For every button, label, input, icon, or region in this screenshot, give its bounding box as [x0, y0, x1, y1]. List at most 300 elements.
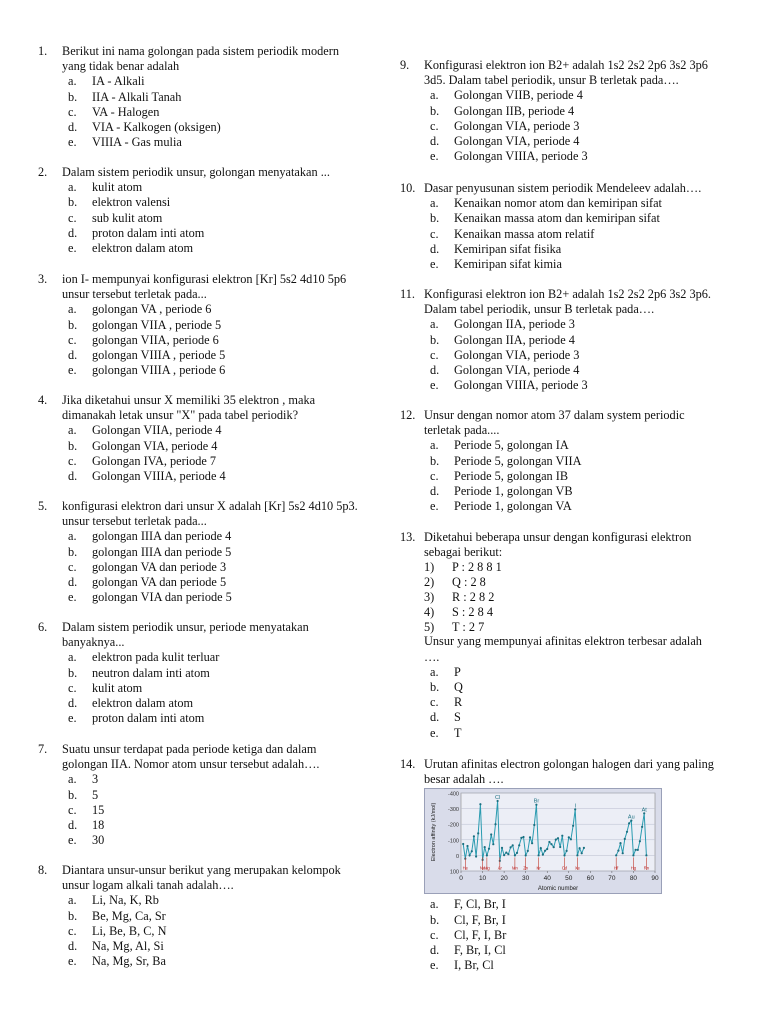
question-text: ion I- mempunyai konfigurasi elektron [Kr] 5s2 4d10 5p6 unsur tersebut terletak pada... — [62, 272, 347, 302]
x-tick-label: 10 — [478, 875, 487, 882]
answer-option-b[interactable] — [430, 211, 720, 226]
option-text: Golongan VIIIA, periode 3 — [454, 378, 588, 393]
plot-area — [461, 793, 655, 871]
option-text: 3 — [92, 772, 99, 787]
option-letter: d. — [68, 574, 78, 589]
answer-option-b[interactable] — [68, 545, 364, 560]
question-4 — [38, 393, 364, 484]
question-number: 7. — [38, 742, 48, 756]
y-tick-label: 0 — [455, 853, 459, 860]
option-text: Kemiripan sifat kimia — [454, 256, 562, 271]
answer-option-c[interactable] — [68, 803, 364, 818]
data-point — [626, 831, 628, 833]
marker-label: Kr — [536, 865, 541, 871]
option-letter: c. — [430, 347, 439, 362]
option-text: 18 — [92, 817, 105, 832]
answer-option-a[interactable] — [430, 196, 720, 211]
answer-option-d[interactable] — [430, 363, 720, 378]
data-point — [477, 832, 479, 834]
answer-option-a[interactable] — [68, 772, 364, 787]
question-5 — [38, 499, 364, 605]
option-letter: a. — [68, 180, 77, 195]
option-text: Kenaikan massa atom relatif — [454, 226, 595, 241]
answer-option-b[interactable] — [430, 104, 720, 119]
option-text: golongan VIA dan periode 5 — [92, 590, 232, 605]
question-2 — [38, 165, 364, 256]
answer-option-d[interactable] — [68, 120, 364, 135]
answer-option-a[interactable] — [68, 423, 364, 438]
option-letter: b. — [430, 103, 440, 118]
option-letter: c. — [430, 118, 439, 133]
question-text: Konfigurasi elektron ion B2+ adalah 1s2 2s2 2p6 3s2 3p6 3d5. Dalam tabel periodik, unsur B terletak pada…. — [424, 58, 708, 88]
config-number: 5) — [424, 619, 435, 634]
data-point — [544, 850, 546, 852]
question-10 — [400, 181, 720, 272]
option-letter: a. — [430, 664, 439, 679]
data-point — [486, 854, 488, 856]
option-letter: c. — [68, 332, 77, 347]
question-9 — [400, 58, 720, 164]
x-tick-label: 80 — [629, 875, 638, 882]
answer-option-e[interactable] — [430, 257, 720, 272]
option-text: I, Br, Cl — [454, 958, 494, 973]
marker-label: Ar — [497, 865, 502, 871]
answer-option-d[interactable] — [430, 242, 720, 257]
peak-label: I — [574, 803, 577, 810]
marker-label: Xe — [574, 865, 580, 871]
config-item — [424, 560, 720, 575]
config-text: T : 2 7 — [452, 619, 485, 634]
option-letter: d. — [68, 817, 78, 832]
option-letter: b. — [430, 453, 440, 468]
option-text: VA - Halogen — [92, 104, 160, 119]
data-point — [514, 854, 516, 856]
answer-option-c[interactable] — [68, 333, 364, 348]
answer-option-c[interactable] — [68, 105, 364, 120]
answer-option-e[interactable] — [68, 590, 364, 605]
answer-option-c[interactable] — [68, 924, 364, 939]
option-letter: e. — [430, 149, 439, 164]
data-point — [488, 848, 490, 850]
answer-option-c[interactable] — [430, 348, 720, 363]
answer-option-e[interactable] — [68, 954, 364, 969]
answer-option-e[interactable] — [430, 958, 720, 973]
option-letter: b. — [430, 912, 440, 927]
answer-option-b[interactable] — [430, 680, 720, 695]
option-text: 30 — [92, 833, 105, 848]
question-number: 13. — [400, 530, 416, 544]
option-text: Golongan VIIIA, periode 4 — [92, 468, 226, 483]
data-point — [516, 852, 518, 854]
y-tick-label: -400 — [447, 791, 459, 798]
option-text: Golongan IIA, periode 4 — [454, 332, 575, 347]
answer-option-b[interactable] — [68, 666, 364, 681]
question-12 — [400, 408, 720, 514]
option-letter: a. — [68, 423, 77, 438]
data-point — [507, 853, 509, 855]
config-text: P : 2 8 8 1 — [452, 560, 502, 575]
question-text: Urutan afinitas electron golongan halogen dari yang paling besar adalah …. — [424, 757, 714, 787]
question-number: 2. — [38, 165, 48, 179]
data-point — [566, 850, 568, 852]
option-text: Periode 5, golongan IB — [454, 468, 569, 483]
option-letter: e. — [68, 711, 77, 726]
answer-option-e[interactable] — [430, 378, 720, 393]
option-letter: c. — [68, 680, 77, 695]
data-point — [469, 854, 471, 856]
question-3 — [38, 272, 364, 378]
question-7 — [38, 742, 364, 848]
option-text: Golongan VIA, periode 4 — [454, 362, 580, 377]
option-letter: a. — [430, 88, 439, 103]
option-text: elektron dalam atom — [92, 695, 194, 710]
option-text: Golongan IVA, periode 7 — [92, 453, 217, 468]
option-letter: a. — [68, 74, 77, 89]
option-text: P — [454, 664, 461, 679]
answer-option-d[interactable] — [68, 348, 364, 363]
answer-option-e[interactable] — [430, 499, 720, 514]
answer-option-b[interactable] — [68, 195, 364, 210]
answer-option-b[interactable] — [68, 909, 364, 924]
data-point — [561, 835, 563, 837]
data-point — [525, 854, 527, 856]
option-letter: c. — [430, 927, 439, 942]
data-point — [570, 838, 572, 840]
answer-option-e[interactable] — [68, 363, 364, 378]
data-point — [527, 850, 529, 852]
answer-option-d[interactable] — [430, 943, 720, 958]
question-text: Diketahui beberapa unsur dengan konfigurasi elektron sebagai berikut: — [424, 530, 692, 560]
config-number: 1) — [424, 560, 435, 575]
option-text: golongan IIIA dan periode 5 — [92, 544, 232, 559]
option-text: sub kulit atom — [92, 210, 163, 225]
data-point — [639, 840, 641, 842]
question-text: Jika diketahui unsur X memiliki 35 elektron , maka dimanakah letak unsur "X" pada tabel periodik? — [62, 393, 316, 423]
data-point — [462, 843, 464, 845]
data-point — [538, 854, 540, 856]
option-text: S — [454, 710, 461, 725]
answer-option-d[interactable] — [430, 484, 720, 499]
x-tick-label: 30 — [522, 875, 530, 882]
data-point — [579, 847, 581, 849]
chart-svg — [425, 789, 661, 893]
data-point — [615, 854, 617, 856]
option-letter: d. — [68, 347, 78, 362]
option-letter: e. — [68, 954, 77, 969]
option-letter: d. — [68, 468, 78, 483]
x-tick-label: 50 — [565, 875, 573, 882]
answer-option-e[interactable] — [68, 833, 364, 848]
data-point — [624, 838, 626, 840]
option-text: IIA - Alkali Tanah — [92, 89, 182, 104]
config-item — [424, 605, 720, 620]
data-point — [581, 852, 583, 854]
answer-option-c[interactable] — [68, 681, 364, 696]
question-text: Suatu unsur terdapat pada periode ketiga dan dalam golongan IIA. Nomor atom unsur tersebut adalah…. — [62, 742, 320, 772]
answer-option-b[interactable] — [430, 333, 720, 348]
data-point — [510, 846, 512, 848]
data-point — [641, 826, 643, 828]
answer-option-c[interactable] — [68, 211, 364, 226]
x-tick-label: 0 — [459, 875, 463, 882]
option-letter: c. — [430, 468, 439, 483]
option-text: Golongan VIA, periode 4 — [454, 133, 580, 148]
option-text: golongan VIIA , periode 5 — [92, 317, 222, 332]
answer-option-d[interactable] — [68, 818, 364, 833]
config-item — [424, 620, 720, 635]
question-number: 3. — [38, 272, 48, 286]
question-8 — [38, 863, 364, 969]
marker-label: Rn — [643, 865, 650, 871]
option-text: proton dalam inti atom — [92, 711, 205, 726]
option-letter: e. — [430, 256, 439, 271]
answer-option-a[interactable] — [68, 893, 364, 908]
data-point — [484, 846, 486, 848]
option-text: golongan VA dan periode 3 — [92, 559, 227, 574]
answer-option-c[interactable] — [430, 695, 720, 710]
answer-option-c[interactable] — [430, 227, 720, 242]
option-letter: d. — [68, 938, 78, 953]
option-letter: b. — [68, 665, 78, 680]
option-text: golongan VA dan periode 5 — [92, 574, 227, 589]
question-number: 9. — [400, 58, 410, 72]
option-letter: a. — [68, 302, 77, 317]
option-text: golongan VA , periode 6 — [92, 302, 212, 317]
data-point — [490, 833, 492, 835]
option-letter: e. — [430, 378, 439, 393]
option-letter: a. — [68, 529, 77, 544]
answer-option-d[interactable] — [68, 696, 364, 711]
data-point — [494, 823, 496, 825]
option-text: Cl, F, I, Br — [454, 927, 507, 942]
option-letter: e. — [68, 590, 77, 605]
answer-option-d[interactable] — [68, 226, 364, 241]
option-letter: d. — [430, 241, 440, 256]
answer-option-e[interactable] — [430, 726, 720, 741]
option-text: Golongan VIIA, periode 4 — [92, 423, 222, 438]
data-point — [471, 850, 473, 852]
answer-option-a[interactable] — [68, 529, 364, 544]
option-letter: c. — [68, 923, 77, 938]
data-point — [512, 844, 514, 846]
data-point — [473, 835, 475, 837]
option-letter: a. — [68, 772, 77, 787]
option-letter: d. — [430, 133, 440, 148]
data-point — [617, 850, 619, 852]
marker-label: Zn — [523, 865, 529, 871]
option-text: elektron pada kulit terluar — [92, 650, 220, 665]
marker-label: He — [462, 865, 468, 871]
data-point — [622, 852, 624, 854]
answer-option-e[interactable] — [68, 135, 364, 150]
x-tick-label: 60 — [586, 875, 594, 882]
question-text: Dasar penyusunan sistem periodik Mendeleev adalah…. — [424, 181, 702, 195]
answer-option-c[interactable] — [430, 928, 720, 943]
answer-option-b[interactable] — [68, 90, 364, 105]
x-axis-label: Atomic number — [537, 886, 579, 892]
x-tick-label: 70 — [608, 875, 616, 882]
data-point — [540, 847, 542, 849]
data-point — [583, 847, 585, 849]
option-text: Golongan VIIIA, periode 3 — [454, 149, 588, 164]
marker-label: Hf — [614, 865, 619, 871]
answer-option-a[interactable] — [430, 317, 720, 332]
y-axis-label: Electron affinity (kJ/mol) — [431, 802, 437, 862]
question-1 — [38, 44, 364, 150]
option-text: 15 — [92, 802, 105, 817]
answer-option-a[interactable] — [430, 897, 720, 912]
option-letter: c. — [68, 210, 77, 225]
option-letter: c. — [430, 695, 439, 710]
answer-option-a[interactable] — [430, 665, 720, 680]
data-point — [619, 842, 621, 844]
data-point — [635, 849, 637, 851]
option-text: F, Cl, Br, I — [454, 897, 506, 912]
data-point — [479, 803, 481, 805]
option-letter: d. — [68, 225, 78, 240]
data-point — [559, 846, 561, 848]
question-text: konfigurasi elektron dari unsur X adalah [Kr] 5s2 4d10 5p3. unsur tersebut terletak pada... — [62, 499, 358, 529]
answer-option-d[interactable] — [430, 134, 720, 149]
option-letter: a. — [68, 893, 77, 908]
answer-option-a[interactable] — [430, 438, 720, 453]
config-text: R : 2 8 2 — [452, 590, 495, 604]
question-text-continued: Unsur yang mempunyai afinitas elektron terbesar adalah …. — [424, 634, 702, 664]
question-text: Dalam sistem periodik unsur, golongan menyatakan ... — [62, 165, 330, 179]
option-text: proton dalam inti atom — [92, 225, 205, 240]
answer-option-c[interactable] — [430, 469, 720, 484]
data-point — [546, 848, 548, 850]
option-letter: e. — [430, 958, 439, 973]
option-text: Na, Mg, Sr, Ba — [92, 954, 166, 969]
answer-option-b[interactable] — [68, 788, 364, 803]
answer-option-c[interactable] — [430, 119, 720, 134]
data-point — [501, 847, 503, 849]
option-text: Li, Na, K, Rb — [92, 893, 159, 908]
answer-option-a[interactable] — [68, 302, 364, 317]
option-text: golongan IIIA dan periode 4 — [92, 529, 232, 544]
option-letter: a. — [430, 897, 439, 912]
config-item — [424, 590, 720, 605]
data-point — [466, 845, 468, 847]
answer-option-d[interactable] — [68, 939, 364, 954]
answer-option-d[interactable] — [430, 710, 720, 725]
option-letter: d. — [68, 119, 78, 134]
option-text: golongan VIIIA , periode 5 — [92, 347, 226, 362]
marker-label: Mn — [511, 865, 518, 871]
data-point — [505, 852, 507, 854]
option-letter: d. — [430, 942, 440, 957]
data-point — [503, 854, 505, 856]
option-letter: b. — [68, 787, 78, 802]
option-text: Golongan IIA, periode 3 — [454, 317, 575, 332]
option-text: VIA - Kalkogen (oksigen) — [92, 119, 221, 134]
option-letter: b. — [430, 679, 440, 694]
data-point — [475, 855, 477, 857]
answer-option-e[interactable] — [68, 711, 364, 726]
answer-option-e[interactable] — [430, 149, 720, 164]
question-number: 5. — [38, 499, 48, 513]
option-letter: d. — [430, 710, 440, 725]
option-text: Golongan VIA, periode 4 — [92, 438, 218, 453]
answer-option-d[interactable] — [68, 469, 364, 484]
answer-option-a[interactable] — [68, 650, 364, 665]
answer-option-b[interactable] — [68, 318, 364, 333]
data-point — [557, 837, 559, 839]
option-letter: b. — [68, 195, 78, 210]
peak-label: Cl — [495, 794, 501, 801]
data-point — [533, 824, 535, 826]
data-point — [568, 836, 570, 838]
option-letter: c. — [68, 559, 77, 574]
x-tick-label: 40 — [543, 875, 551, 882]
data-point — [555, 839, 557, 841]
answer-option-a[interactable] — [68, 180, 364, 195]
question-11 — [400, 287, 720, 393]
data-point — [548, 841, 550, 843]
answer-option-b[interactable] — [430, 454, 720, 469]
option-letter: b. — [68, 544, 78, 559]
data-point — [576, 854, 578, 856]
answer-option-a[interactable] — [430, 88, 720, 103]
electron-affinity-chart — [424, 788, 662, 894]
option-text: T — [454, 725, 462, 740]
answer-option-a[interactable] — [68, 74, 364, 89]
option-text: golongan VIIIA , periode 6 — [92, 363, 226, 378]
data-point — [522, 836, 524, 838]
peak-label: Au — [627, 814, 635, 821]
question-number: 10. — [400, 181, 416, 195]
answer-option-c[interactable] — [68, 454, 364, 469]
option-text: Golongan VIIB, periode 4 — [454, 88, 583, 103]
question-number: 12. — [400, 408, 416, 422]
option-letter: b. — [68, 438, 78, 453]
answer-option-b[interactable] — [68, 439, 364, 454]
option-letter: b. — [430, 332, 440, 347]
option-text: neutron dalam inti atom — [92, 665, 210, 680]
option-letter: e. — [68, 363, 77, 378]
question-text: Unsur dengan nomor atom 37 dalam system periodic terletak pada.... — [424, 408, 685, 438]
data-point — [563, 854, 565, 856]
option-text: Periode 1, golongan VB — [454, 483, 573, 498]
option-text: Periode 5, golongan IA — [454, 438, 569, 453]
question-text: Dalam sistem periodik unsur, periode menyatakan banyaknya... — [62, 620, 309, 650]
option-text: IA - Alkali — [92, 74, 145, 89]
option-letter: c. — [68, 453, 77, 468]
option-text: Golongan VIA, periode 3 — [454, 118, 580, 133]
option-letter: d. — [430, 483, 440, 498]
y-tick-label: 100 — [449, 869, 459, 876]
option-letter: e. — [68, 135, 77, 150]
answer-option-b[interactable] — [430, 913, 720, 928]
answer-option-e[interactable] — [68, 241, 364, 256]
config-number: 3) — [424, 590, 435, 604]
question-text: Berikut ini nama golongan pada sistem periodik modern yang tidak benar adalah — [62, 44, 339, 74]
answer-option-d[interactable] — [68, 575, 364, 590]
option-letter: d. — [68, 695, 78, 710]
data-point — [531, 842, 533, 844]
marker-label: Ne — [479, 865, 486, 871]
marker-label: Cd — [561, 865, 568, 871]
option-text: R — [454, 695, 463, 710]
config-text: S : 2 8 4 — [452, 604, 493, 619]
answer-option-c[interactable] — [68, 560, 364, 575]
question-text: Diantara unsur-unsur berikut yang merupakan kelompok unsur logam alkali tanah adalah…. — [62, 863, 341, 893]
option-letter: b. — [68, 317, 78, 332]
peak-label: At — [641, 807, 647, 814]
question-number: 8. — [38, 863, 48, 877]
question-number: 6. — [38, 620, 48, 634]
